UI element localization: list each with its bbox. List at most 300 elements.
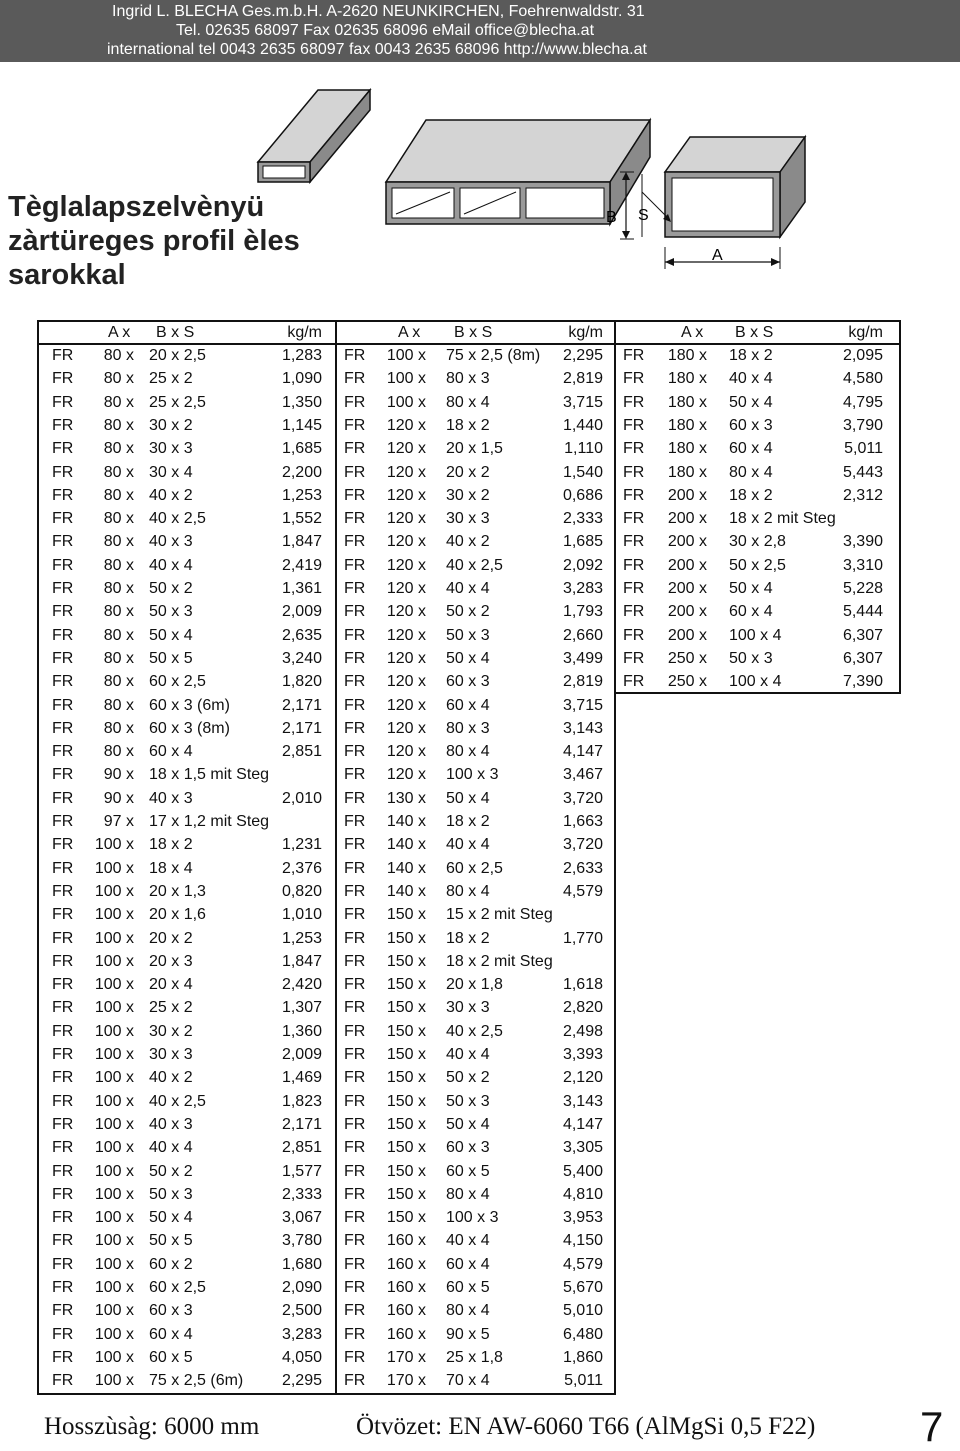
dimension-b-s: 20 x 4 — [149, 976, 193, 994]
profile-prefix: FR — [344, 859, 366, 877]
table-row — [615, 461, 900, 484]
table-row — [336, 996, 615, 1019]
dimension-b-s: 40 x 4 — [446, 836, 490, 854]
profile-prefix: FR — [52, 347, 74, 364]
weight-kg-m: 2,312 — [842, 486, 883, 504]
profile-prefix: FR — [344, 906, 366, 924]
weight-kg-m: 3,715 — [562, 696, 603, 714]
table-row — [38, 1346, 336, 1369]
table-row — [336, 1206, 615, 1229]
dimension-a: 100 x — [94, 999, 134, 1017]
dimension-b-s: 40 x 2 — [149, 1069, 193, 1087]
title-line-3: sarokkal — [8, 259, 126, 291]
dimension-a: 200 x — [667, 486, 707, 504]
dimension-b-s: 30 x 3 — [446, 999, 490, 1017]
weight-kg-m: 4,580 — [842, 370, 883, 388]
weight-kg-m: 1,090 — [281, 370, 322, 388]
table-row — [38, 1113, 336, 1136]
weight-kg-m: 1,663 — [562, 813, 603, 830]
dimension-a: 100 x — [94, 1046, 134, 1063]
weight-kg-m: 5,011 — [564, 1372, 603, 1390]
profile-prefix: FR — [344, 813, 366, 830]
weight-kg-m: 1,552 — [281, 510, 322, 528]
label-b: B — [606, 209, 617, 226]
table-row — [38, 973, 336, 996]
profile-prefix: FR — [623, 533, 645, 551]
weight-kg-m: 1,010 — [281, 906, 322, 924]
dimension-b-s: 60 x 4 — [149, 1325, 193, 1343]
dimension-b-s: 18 x 2 — [729, 347, 773, 364]
dimension-a: 80 x — [103, 649, 134, 667]
table-row — [38, 810, 336, 833]
table-row — [38, 1160, 336, 1183]
weight-kg-m: 3,305 — [562, 1139, 603, 1157]
weight-kg-m: 3,310 — [842, 556, 883, 574]
profile-prefix: FR — [52, 1092, 74, 1110]
weight-kg-m: 1,145 — [281, 416, 322, 434]
profile-prefix: FR — [52, 1046, 74, 1063]
dimension-a: 120 x — [386, 533, 426, 551]
weight-kg-m: 4,050 — [281, 1348, 322, 1366]
profile-prefix: FR — [344, 696, 366, 714]
profile-prefix: FR — [52, 1115, 74, 1133]
profile-prefix: FR — [52, 486, 74, 504]
weight-kg-m: 1,360 — [281, 1022, 322, 1040]
dimension-b-s: 60 x 3 (6m) — [149, 696, 230, 714]
dimension-b-s: 40 x 4 — [446, 1046, 490, 1063]
weight-kg-m: 1,253 — [281, 486, 322, 504]
dimension-b-s: 30 x 2 — [149, 1022, 193, 1040]
profile-prefix: FR — [344, 370, 366, 388]
weight-kg-m: 1,577 — [281, 1162, 322, 1180]
dimension-a: 160 x — [386, 1325, 426, 1343]
dimension-a: 80 x — [103, 696, 134, 714]
weight-kg-m: 7,390 — [842, 673, 883, 691]
profile-prefix: FR — [344, 1325, 366, 1343]
table-row — [38, 927, 336, 950]
table-row — [38, 996, 336, 1019]
table-row — [38, 1020, 336, 1043]
dimension-a: 80 x — [103, 463, 134, 481]
table-row — [336, 1136, 615, 1159]
profile-prefix: FR — [623, 673, 645, 691]
dimension-a: 200 x — [667, 533, 707, 551]
dimension-b-s: 50 x 4 — [149, 1209, 193, 1227]
dimension-a: 160 x — [386, 1279, 426, 1296]
dimension-b-s: 18 x 2 — [446, 416, 490, 434]
dimension-a: 150 x — [386, 1209, 426, 1227]
table-row — [38, 880, 336, 903]
dimension-a: 80 x — [103, 416, 134, 434]
dimension-a: 150 x — [386, 952, 426, 970]
table-header-row — [38, 321, 336, 344]
profile-prefix: FR — [52, 766, 74, 784]
profile-prefix: FR — [52, 1232, 74, 1250]
profile-prefix: FR — [623, 626, 645, 644]
weight-kg-m: 2,171 — [281, 696, 322, 714]
table-header-row — [336, 321, 615, 344]
profile-prefix: FR — [344, 580, 366, 597]
profile-prefix: FR — [344, 1092, 366, 1110]
profile-prefix: FR — [52, 1372, 74, 1390]
dimension-b-s: 18 x 2 — [149, 836, 193, 854]
dimension-b-s: 100 x 3 — [446, 766, 499, 784]
table-row — [615, 647, 900, 670]
dimension-a: 120 x — [386, 463, 426, 481]
profile-prefix: FR — [344, 510, 366, 528]
weight-kg-m: 3,780 — [281, 1232, 322, 1250]
dimension-a: 150 x — [386, 1046, 426, 1063]
weight-kg-m: 5,444 — [842, 603, 883, 621]
dimension-a: 180 x — [667, 370, 707, 388]
weight-kg-m: 2,420 — [281, 976, 322, 994]
dimension-b-s: 50 x 2,5 — [729, 556, 786, 574]
dimension-b-s: 30 x 3 — [149, 1046, 193, 1063]
profile-prefix: FR — [52, 882, 74, 900]
profile-prefix: FR — [52, 1162, 74, 1180]
weight-kg-m: 3,390 — [842, 533, 883, 551]
dimension-a: 80 x — [103, 533, 134, 551]
table-row — [38, 763, 336, 786]
weight-kg-m: 2,819 — [562, 673, 603, 691]
dimension-b-s: 40 x 4 — [446, 1232, 490, 1250]
profile-prefix: FR — [344, 1162, 366, 1180]
dimension-b-s: 90 x 5 — [446, 1325, 490, 1343]
weight-kg-m: 2,633 — [562, 859, 603, 877]
table-row — [336, 554, 615, 577]
dimension-a: 80 x — [103, 393, 134, 411]
dimension-a: 120 x — [386, 486, 426, 504]
dimension-b-s: 60 x 4 — [729, 440, 773, 458]
dimension-a: 100 x — [94, 1372, 134, 1390]
dimension-a: 100 x — [94, 1022, 134, 1040]
table-row — [38, 1276, 336, 1299]
dimension-a: 120 x — [386, 649, 426, 667]
weight-kg-m: 2,635 — [281, 626, 322, 644]
dimension-b-s: 80 x 3 — [446, 719, 490, 737]
table-row — [336, 927, 615, 950]
table-row — [336, 530, 615, 553]
dimension-a: 100 x — [94, 1139, 134, 1157]
dimension-a: 150 x — [386, 1115, 426, 1133]
profile-prefix: FR — [344, 1185, 366, 1203]
profile-prefix: FR — [344, 1022, 366, 1040]
dimension-a: 140 x — [386, 882, 426, 900]
dimension-b-s: 60 x 5 — [446, 1279, 490, 1296]
dimension-b-s: 50 x 3 — [729, 649, 773, 667]
dimension-a: 180 x — [667, 393, 707, 411]
dimension-a: 100 x — [94, 882, 134, 900]
table-row — [38, 670, 336, 693]
dimension-a: 150 x — [386, 929, 426, 947]
dimension-b-s: 50 x 2 — [149, 1162, 193, 1180]
dimension-a: 200 x — [667, 580, 707, 597]
dimension-a: 150 x — [386, 1022, 426, 1040]
table-row — [336, 1113, 615, 1136]
weight-kg-m: 2,820 — [562, 999, 603, 1017]
label-a: A — [712, 247, 723, 264]
dimension-b-s: 30 x 2 — [149, 416, 193, 434]
table-row — [38, 1206, 336, 1229]
dimension-a: 150 x — [386, 1185, 426, 1203]
dimension-a: 100 x — [94, 1069, 134, 1087]
dimension-b-s: 50 x 5 — [149, 1232, 193, 1250]
dimension-a: 100 x — [94, 1185, 134, 1203]
dimension-b-s: 50 x 3 — [149, 1185, 193, 1203]
dimension-a: 120 x — [386, 719, 426, 737]
dimension-b-s: 80 x 4 — [729, 463, 773, 481]
dimension-b-s: 100 x 3 — [446, 1209, 499, 1227]
table-row — [336, 484, 615, 507]
dimension-b-s: 30 x 4 — [149, 463, 193, 481]
profile-prefix: FR — [344, 486, 366, 504]
profile-prefix: FR — [344, 719, 366, 737]
dimension-a: 80 x — [103, 370, 134, 388]
table-row — [615, 344, 900, 367]
table-row — [38, 950, 336, 973]
dimension-b-s: 50 x 4 — [729, 393, 773, 411]
table-row — [336, 1346, 615, 1369]
dimension-a: 120 x — [386, 743, 426, 761]
dimension-b-s: 80 x 3 — [446, 370, 490, 388]
weight-kg-m: 1,860 — [562, 1348, 603, 1366]
table-row — [336, 973, 615, 996]
header-b-s: B x S — [156, 324, 195, 341]
profile-prefix: FR — [623, 347, 645, 364]
profile-prefix: FR — [52, 952, 74, 970]
weight-kg-m: 1,685 — [562, 533, 603, 551]
dimension-b-s: 30 x 3 — [149, 440, 193, 458]
table-row — [336, 624, 615, 647]
dimension-b-s: 60 x 3 — [446, 673, 490, 691]
weight-kg-m: 3,283 — [562, 580, 603, 597]
table-row — [38, 740, 336, 763]
dimension-b-s: 20 x 2 — [149, 929, 193, 947]
weight-kg-m: 1,440 — [562, 416, 603, 434]
dimension-a: 120 x — [386, 580, 426, 597]
dimension-b-s: 18 x 2 — [446, 813, 490, 830]
dimension-b-s: 40 x 2,5 — [446, 556, 503, 574]
profile-prefix: FR — [344, 1348, 366, 1366]
dimension-b-s: 40 x 2,5 — [446, 1022, 503, 1040]
dimension-a: 120 x — [386, 556, 426, 574]
table-row — [38, 484, 336, 507]
table-row — [615, 414, 900, 437]
dimension-b-s: 60 x 3 (8m) — [149, 719, 230, 737]
weight-kg-m: 2,092 — [562, 556, 603, 574]
profile-prefix: FR — [623, 603, 645, 621]
dimension-a: 160 x — [386, 1302, 426, 1320]
table-row — [336, 833, 615, 856]
weight-kg-m: 5,400 — [562, 1162, 603, 1180]
profile-prefix: FR — [52, 626, 74, 644]
table-row — [38, 857, 336, 880]
table-row — [38, 461, 336, 484]
weight-kg-m: 3,393 — [562, 1046, 603, 1063]
dimension-b-s: 40 x 4 — [446, 580, 490, 597]
profile-prefix: FR — [344, 1115, 366, 1133]
dimension-a: 80 x — [103, 743, 134, 761]
table-row — [615, 507, 900, 530]
profile-prefix: FR — [52, 1139, 74, 1157]
profile-prefix: FR — [344, 882, 366, 900]
weight-kg-m: 2,171 — [281, 719, 322, 737]
profile-prefix: FR — [623, 440, 645, 458]
alloy-note: Ötvözet: EN AW-6060 T66 (AlMgSi 0,5 F22) — [356, 1413, 816, 1440]
weight-kg-m: 3,720 — [562, 836, 603, 854]
table-row — [38, 903, 336, 926]
profile-prefix: FR — [344, 673, 366, 691]
weight-kg-m: 2,090 — [281, 1279, 322, 1296]
dimension-a: 120 x — [386, 603, 426, 621]
dimension-a: 120 x — [386, 626, 426, 644]
dimension-b-s: 40 x 3 — [149, 533, 193, 551]
dimension-b-s: 20 x 1,3 — [149, 882, 206, 900]
profile-prefix: FR — [52, 510, 74, 528]
table-row — [336, 367, 615, 390]
dimension-a: 180 x — [667, 347, 707, 364]
profile-prefix: FR — [344, 743, 366, 761]
table-row — [336, 1020, 615, 1043]
weight-kg-m: 5,443 — [842, 463, 883, 481]
dimension-a: 80 x — [103, 719, 134, 737]
table-row — [38, 787, 336, 810]
dimension-b-s: 60 x 4 — [149, 743, 193, 761]
dimension-b-s: 60 x 3 — [149, 1302, 193, 1320]
profile-prefix: FR — [344, 416, 366, 434]
table-row — [615, 600, 900, 623]
table-row — [38, 1369, 336, 1392]
dimension-a: 180 x — [667, 440, 707, 458]
dimension-a: 100 x — [94, 859, 134, 877]
weight-kg-m: 4,810 — [562, 1185, 603, 1203]
weight-kg-m: 1,283 — [281, 347, 322, 364]
table-row — [38, 507, 336, 530]
weight-kg-m: 4,147 — [562, 743, 603, 761]
dimension-a: 80 x — [103, 510, 134, 528]
profile-prefix: FR — [52, 1209, 74, 1227]
dimension-a: 100 x — [386, 347, 426, 364]
weight-kg-m: 2,376 — [281, 859, 322, 877]
dimension-b-s: 60 x 4 — [446, 696, 490, 714]
weight-kg-m: 2,660 — [562, 626, 603, 644]
table-row — [38, 1229, 336, 1252]
table-row — [336, 1183, 615, 1206]
weight-kg-m: 3,499 — [562, 649, 603, 667]
weight-kg-m: 3,283 — [281, 1325, 322, 1343]
table-row — [38, 1043, 336, 1066]
table-row — [336, 1369, 615, 1392]
table-row — [38, 694, 336, 717]
table-row — [336, 437, 615, 460]
table-row — [336, 1323, 615, 1346]
table-row — [38, 1299, 336, 1322]
weight-kg-m: 2,498 — [562, 1022, 603, 1040]
weight-kg-m: 2,171 — [281, 1115, 322, 1133]
dimension-a: 100 x — [386, 370, 426, 388]
weight-kg-m: 2,333 — [562, 510, 603, 528]
table-row — [336, 950, 615, 973]
dimension-a: 80 x — [103, 580, 134, 597]
dimension-a: 150 x — [386, 976, 426, 994]
weight-kg-m: 1,231 — [281, 836, 322, 854]
weight-kg-m: 1,361 — [281, 580, 322, 597]
dimension-b-s: 18 x 4 — [149, 859, 193, 877]
dimension-b-s: 60 x 3 — [446, 1139, 490, 1157]
profile-prefix: FR — [52, 1022, 74, 1040]
weight-kg-m: 1,680 — [281, 1255, 322, 1273]
header-b-s: B x S — [735, 324, 774, 341]
dimension-b-s: 40 x 2 — [446, 533, 490, 551]
table-row — [38, 624, 336, 647]
profile-prefix: FR — [52, 673, 74, 691]
table-row — [336, 1160, 615, 1183]
table-row — [336, 810, 615, 833]
profile-prefix: FR — [52, 999, 74, 1017]
profile-prefix: FR — [344, 533, 366, 551]
table-row — [615, 554, 900, 577]
weight-kg-m: 2,295 — [281, 1372, 322, 1390]
weight-kg-m: 2,009 — [281, 1046, 322, 1063]
weight-kg-m: 1,847 — [281, 533, 322, 551]
profile-prefix: FR — [52, 370, 74, 388]
profile-prefix: FR — [344, 393, 366, 411]
dimension-a: 100 x — [94, 1232, 134, 1250]
dimension-a: 100 x — [94, 1325, 134, 1343]
dimension-b-s: 40 x 3 — [149, 789, 193, 807]
profile-prefix: FR — [344, 649, 366, 667]
dimension-a: 150 x — [386, 1139, 426, 1157]
profile-prefix: FR — [344, 1302, 366, 1320]
dimension-a: 120 x — [386, 416, 426, 434]
dimension-b-s: 18 x 2 — [729, 486, 773, 504]
page-number: 7 — [920, 1403, 944, 1450]
weight-kg-m: 3,143 — [562, 719, 603, 737]
profile-prefix: FR — [52, 556, 74, 574]
weight-kg-m: 4,147 — [562, 1115, 603, 1133]
header-a: A x — [681, 324, 704, 341]
dimension-b-s: 60 x 2,5 — [446, 859, 503, 877]
weight-kg-m: 4,579 — [562, 1255, 603, 1273]
dimension-a: 250 x — [667, 673, 707, 691]
weight-kg-m: 1,469 — [281, 1069, 322, 1087]
dimension-a: 200 x — [667, 510, 707, 528]
profile-prefix: FR — [344, 766, 366, 784]
profile-prefix: FR — [623, 649, 645, 667]
dimension-b-s: 50 x 4 — [446, 789, 490, 807]
weight-kg-m: 6,480 — [562, 1325, 603, 1343]
dimension-b-s: 60 x 2,5 — [149, 673, 206, 691]
profile-prefix: FR — [623, 463, 645, 481]
table-row — [336, 577, 615, 600]
profile-prefix: FR — [52, 393, 74, 411]
weight-kg-m: 3,067 — [281, 1209, 322, 1227]
dimension-b-s: 50 x 3 — [446, 1092, 490, 1110]
table-row — [615, 367, 900, 390]
dimension-a: 80 x — [103, 347, 134, 364]
dimension-b-s: 17 x 1,2 mit Steg — [149, 813, 270, 830]
weight-kg-m: 4,795 — [842, 393, 883, 411]
weight-kg-m: 5,228 — [842, 580, 883, 597]
weight-kg-m: 0,686 — [562, 486, 603, 504]
table-row — [615, 484, 900, 507]
header-kg-m: kg/m — [848, 324, 883, 341]
profile-prefix: FR — [344, 1255, 366, 1273]
table-row — [336, 903, 615, 926]
table-row — [38, 391, 336, 414]
header-a: A x — [108, 324, 131, 341]
dimension-a: 150 x — [386, 906, 426, 924]
